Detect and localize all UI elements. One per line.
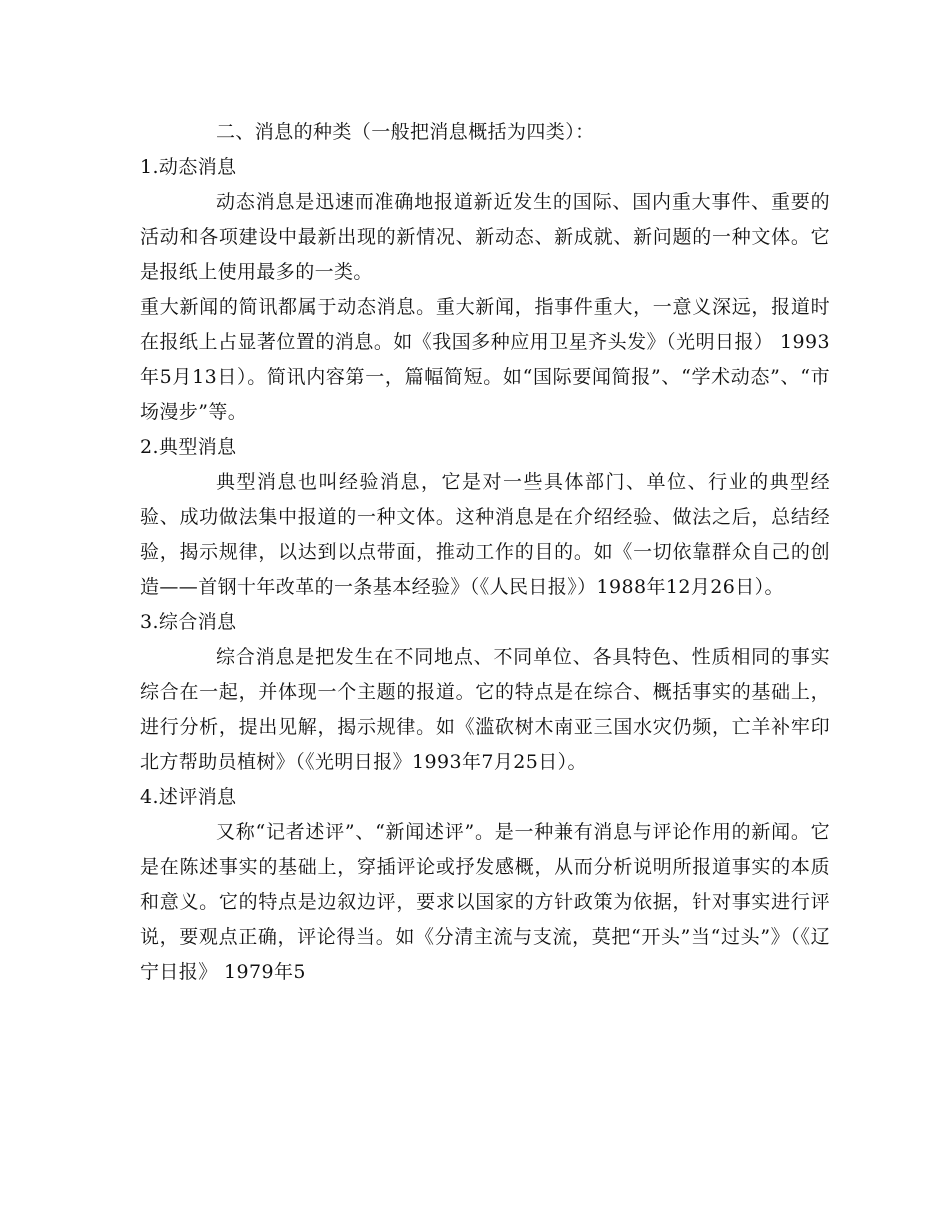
section-heading-3: 3.综合消息 [140,611,237,633]
intro-line: 二、消息的种类（一般把消息概括为四类）： [216,121,595,143]
section-heading-2: 2.典型消息 [140,436,237,458]
section-4-paragraph-1: 又称“记者述评”、“新闻述评”。是一种兼有消息与评论作用的新闻。它是在陈述事实的基础上，穿插评论或抒发感概，从而分析说明所报道事实的本质和意义。它的特点是边叙边评，要求以国家的方针政策为依据，针对事实进行评说，要观点正确，评论得当。如《分清主流与支流，莫把“开头”当“过头”》（《辽宁日报》 1979年5 [140,821,830,983]
section-3-paragraph-1: 综合消息是把发生在不同地点、不同单位、各具特色、性质相同的事实综合在一起，并体现一个主题的报道。它的特点是在综合、概括事实的基础上，进行分析，提出见解，揭示规律。如《滥砍树木南亚三国水灾仍频，亡羊补牢印北方帮助员植树》（《光明日报》1993年7月25日）。 [140,646,830,773]
section-heading-4: 4.述评消息 [140,786,237,808]
section-2-paragraph-1: 典型消息也叫经验消息，它是对一些具体部门、单位、行业的典型经验、成功做法集中报道的一种文体。这种消息是在介绍经验、做法之后，总结经验，揭示规律，以达到以点带面，推动工作的目的。如《一切依靠群众自己的创造——首钢十年改革的一条基本经验》（《人民日报》）1988年12月26日）。 [140,471,830,598]
section-1-paragraph-1: 动态消息是迅速而准确地报道新近发生的国际、国内重大事件、重要的活动和各项建设中最新出现的新情况、新动态、新成就、新问题的一种文体。它是报纸上使用最多的一类。 [140,191,830,283]
section-heading-1: 1.动态消息 [140,156,237,178]
document-body [140,115,830,990]
section-1-paragraph-2: 重大新闻的简讯都属于动态消息。重大新闻，指事件重大，一意义深远，报道时在报纸上占显著位置的消息。如《我国多种应用卫星齐头发》（光明日报） 1993年5月13日）。简讯内容第一，篇幅简短。如“国际要闻简报”、“学术动态”、“市场漫步”等。 [140,296,830,423]
